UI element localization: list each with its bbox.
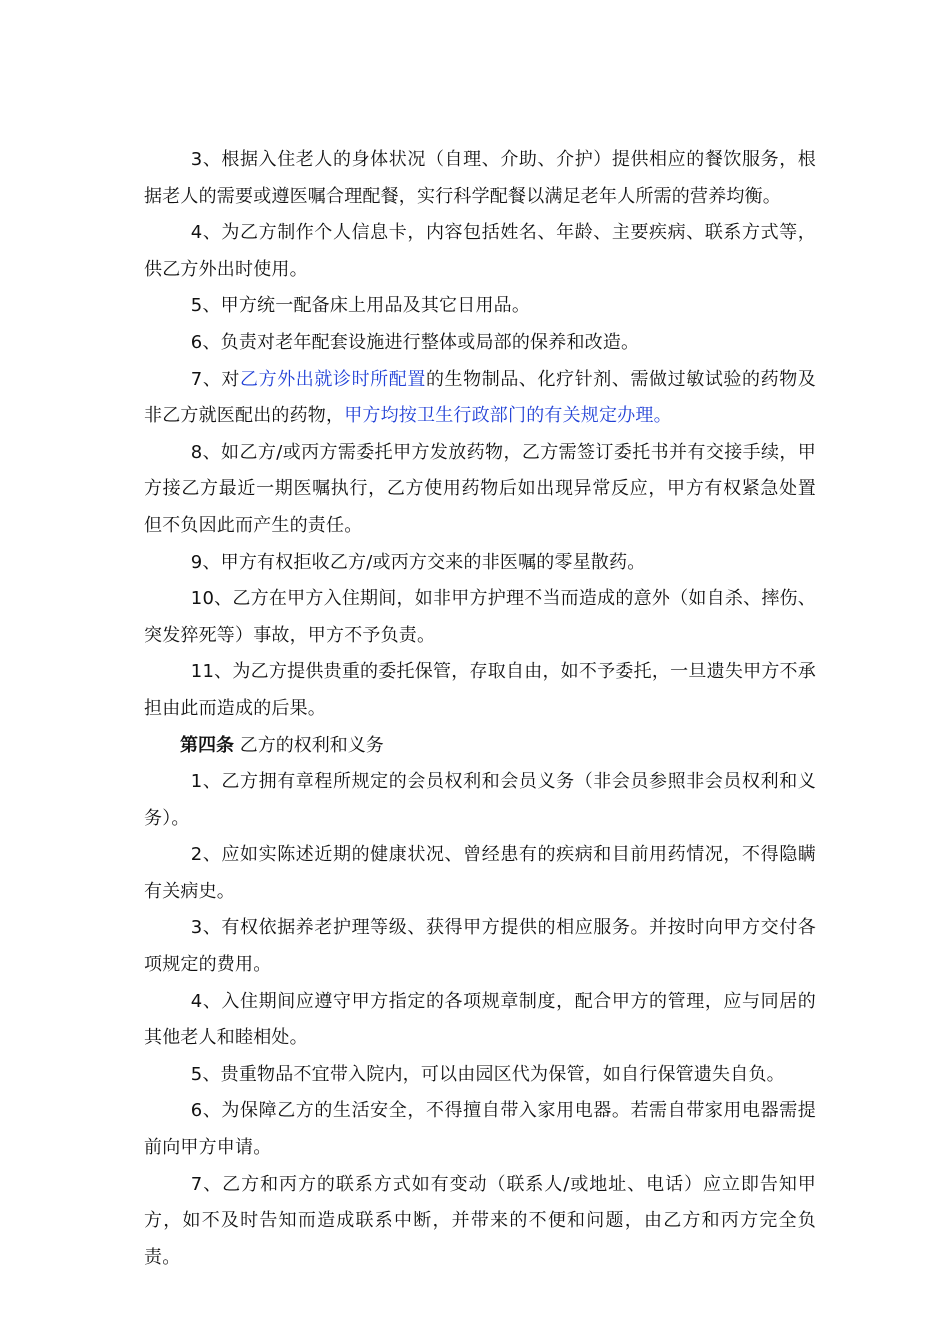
clause-item: 5、贵重物品不宜带入院内，可以由园区代为保管，如自行保管遗失自负。 — [190, 1063, 785, 1085]
clause-item-7-drugs — [144, 362, 816, 435]
clause-item: 9、甲方有权拒收乙方/或丙方交来的非医嘱的零星散药。 — [190, 551, 646, 573]
clause-item: 8、如乙方/或丙方需委托甲方发放药物，乙方需签订委托书并有交接手续，甲方接乙方最近一期医嘱执行，乙方使用药物后如出现异常反应，甲方有权紧急处置但不负因此而产生的责任。 — [144, 441, 816, 536]
article-heading — [144, 728, 816, 765]
clause-item: 6、负责对老年配套设施进行整体或局部的保养和改造。 — [190, 331, 640, 353]
clause-text: 的生物制品、化疗针剂、需做过敏试验的药物及非乙方就医配出的药物， — [144, 368, 816, 427]
clause-item: 4、为乙方制作个人信息卡，内容包括姓名、年龄、主要疾病、联系方式等，供乙方外出时使用。 — [144, 222, 816, 280]
article-label: 第四条 — [180, 734, 234, 756]
clause-item: 5、甲方统一配备床上用品及其它日用品。 — [190, 295, 531, 317]
clause-text: 7、对 — [190, 368, 241, 390]
clause-item: 1、乙方拥有章程所规定的会员权利和会员义务（非会员参照非会员权利和义务）。 — [144, 771, 816, 829]
clause-item: 4、入住期间应遵守甲方指定的各项规章制度，配合甲方的管理，应与同居的其他老人和睦相处。 — [144, 990, 816, 1049]
clause-item: 2、应如实陈述近期的健康状况、曾经患有的疾病和目前用药情况，不得隐瞒有关病史。 — [144, 844, 816, 902]
clause-item: 6、为保障乙方的生活安全，不得擅自带入家用电器。若需自带家用电器需提前向甲方申请。 — [144, 1100, 816, 1159]
clause-item: 7、乙方和丙方的联系方式如有变动（联系人/或地址、电话）应立即告知甲方，如不及时告知而造成联系中断，并带来的不便和问题，由乙方和丙方完全负责。 — [144, 1173, 816, 1268]
clause-item: 3、有权依据养老护理等级、获得甲方提供的相应服务。并按时向甲方交付各项规定的费用。 — [144, 917, 816, 976]
highlighted-text: 甲方均按卫生行政部门的有关规定办理。 — [344, 405, 672, 427]
article-title: 乙方的权利和义务 — [239, 734, 384, 756]
highlighted-text: 乙方外出就诊时所配置 — [240, 368, 426, 390]
clause-item: 11、为乙方提供贵重的委托保管，存取自由，如不予委托，一旦遗失甲方不承担由此而造成的后果。 — [144, 661, 816, 719]
clause-item: 10、乙方在甲方入住期间，如非甲方护理不当而造成的意外（如自杀、摔伤、突发猝死等）事故，甲方不予负责。 — [144, 588, 816, 646]
clause-item: 3、根据入住老人的身体状况（自理、介助、介护）提供相应的餐饮服务，根据老人的需要或遵医嘱合理配餐，实行科学配餐以满足老年人所需的营养均衡。 — [144, 149, 816, 207]
document-body — [144, 142, 816, 1276]
